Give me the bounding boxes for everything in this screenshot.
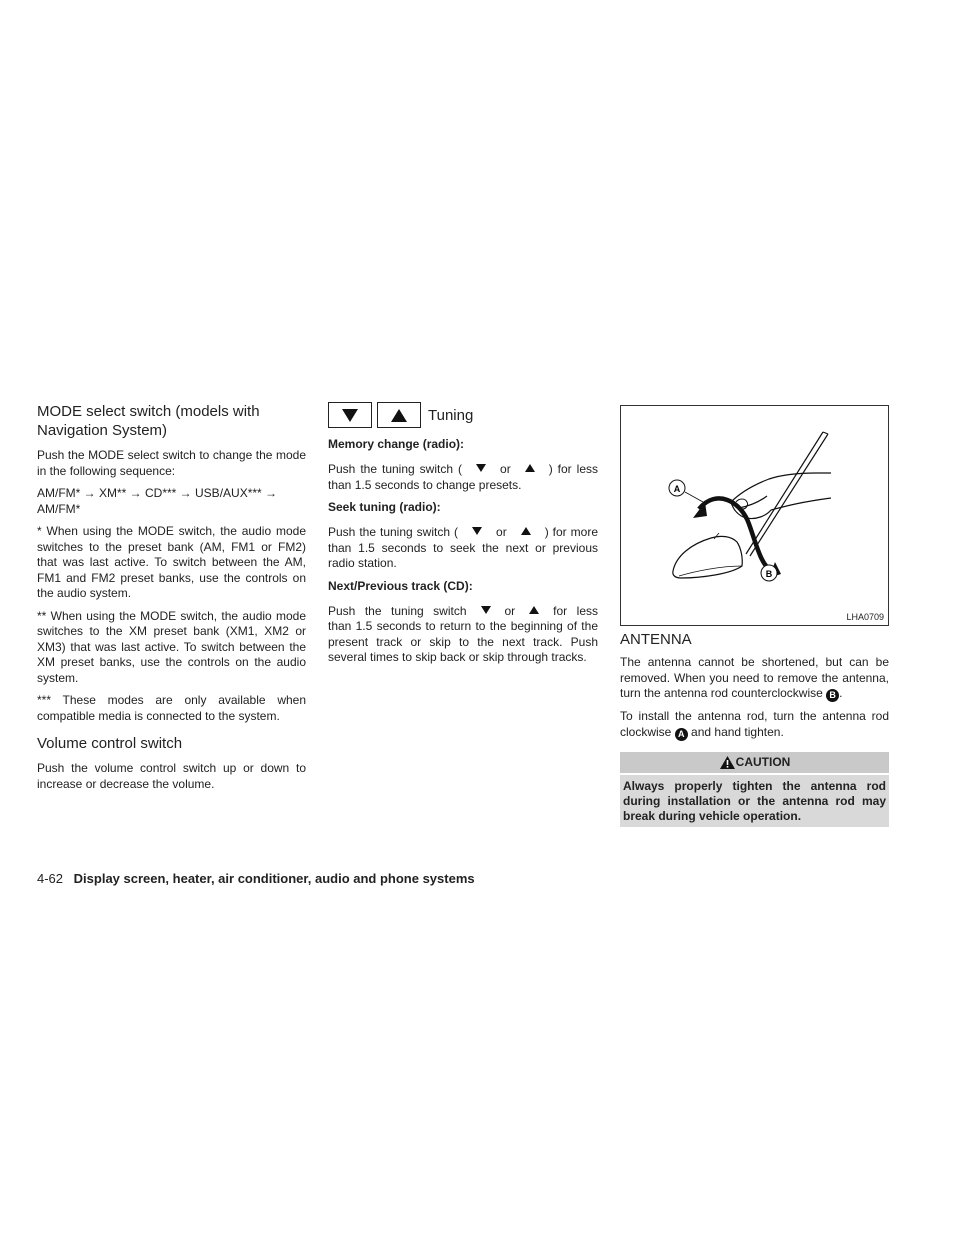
caution-title: CAUTION bbox=[735, 755, 791, 769]
antenna-illustration bbox=[620, 405, 889, 626]
antenna-paragraph-2: To install the antenna rod, turn the antenna rod clockwise A and hand tighten. bbox=[620, 709, 889, 739]
antenna-paragraph-1: The antenna cannot be shortened, but can be removed. When you need to remove the antenna, turn the antenna rod counterclockwise B . bbox=[620, 655, 889, 700]
antenna-heading: ANTENNA bbox=[620, 631, 692, 648]
mode-note-1: * When using the MODE switch, the audio mode switches to the preset bank (AM, FM1 or FM2) that was last active. To switch between the AM, FM1 and FM2 preset banks, use the controls on the audio system. bbox=[37, 524, 306, 600]
tuning-up-icon bbox=[525, 464, 535, 472]
tuning-down-icon bbox=[476, 464, 486, 472]
next-prev-track-text: Push the tuning switch or for less than 1.5 seconds to return to the beginning of the present track or skip to the next track. Push several times to skip back or skip through tracks. bbox=[328, 603, 598, 664]
volume-text: Push the volume control switch up or down to increase or decrease the volume. bbox=[37, 761, 306, 791]
callout-a: A bbox=[673, 484, 681, 494]
mode-sequence: AM/FM* → XM** → CD*** → USB/AUX*** → AM/FM* bbox=[37, 486, 278, 516]
caution-box bbox=[620, 752, 889, 827]
column-middle bbox=[328, 402, 598, 673]
tuning-up-icon bbox=[521, 527, 531, 535]
tuning-down-icon bbox=[481, 606, 491, 614]
memory-change-heading: Memory change (radio): bbox=[328, 437, 465, 451]
callout-b-icon: B bbox=[826, 689, 839, 702]
mode-heading: MODE select switch (models with Navigation System) bbox=[37, 403, 260, 439]
tuning-down-icon bbox=[472, 527, 482, 535]
tuning-down-switch-icon bbox=[328, 402, 372, 428]
tuning-heading-row bbox=[328, 402, 598, 428]
antenna-drawing bbox=[621, 406, 888, 625]
next-prev-track-heading: Next/Previous track (CD): bbox=[328, 578, 473, 593]
seek-tuning-heading: Seek tuning (radio): bbox=[328, 500, 441, 514]
page-number: 4-62 bbox=[37, 871, 64, 886]
section-title: Display screen, heater, air conditioner, audio and phone systems bbox=[73, 871, 475, 886]
mode-note-3: *** These modes are only available when compatible media is connected to the system. bbox=[37, 693, 306, 723]
tuning-heading: Tuning bbox=[428, 406, 474, 424]
callout-a-icon: A bbox=[675, 728, 688, 741]
warning-triangle-icon bbox=[719, 755, 736, 770]
mode-intro: Push the MODE select switch to change the mode in the following sequence: bbox=[37, 448, 306, 478]
seek-tuning-text: Push the tuning switch ( or ) for more than 1.5 seconds to seek the next or previous radio station. bbox=[328, 525, 598, 570]
caution-text: Always properly tighten the antenna rod during installation or the antenna rod may break during vehicle operation. bbox=[620, 775, 889, 827]
callout-b: B bbox=[765, 569, 773, 579]
column-left bbox=[37, 402, 306, 799]
page-footer bbox=[37, 871, 475, 886]
figure-id: LHA0709 bbox=[846, 612, 884, 622]
tuning-up-icon bbox=[529, 606, 539, 614]
volume-heading: Volume control switch bbox=[37, 735, 183, 752]
tuning-up-switch-icon bbox=[377, 402, 421, 428]
mode-note-2: ** When using the MODE switch, the audio mode switches to the XM preset bank (XM1, XM2 or XM3) that was last active. To switch between the XM preset banks, use the controls on the audio system. bbox=[37, 608, 306, 685]
caution-header bbox=[620, 752, 889, 773]
column-right bbox=[620, 402, 889, 827]
memory-change-text: Push the tuning switch ( or ) for less than 1.5 seconds to change presets. bbox=[328, 462, 598, 492]
